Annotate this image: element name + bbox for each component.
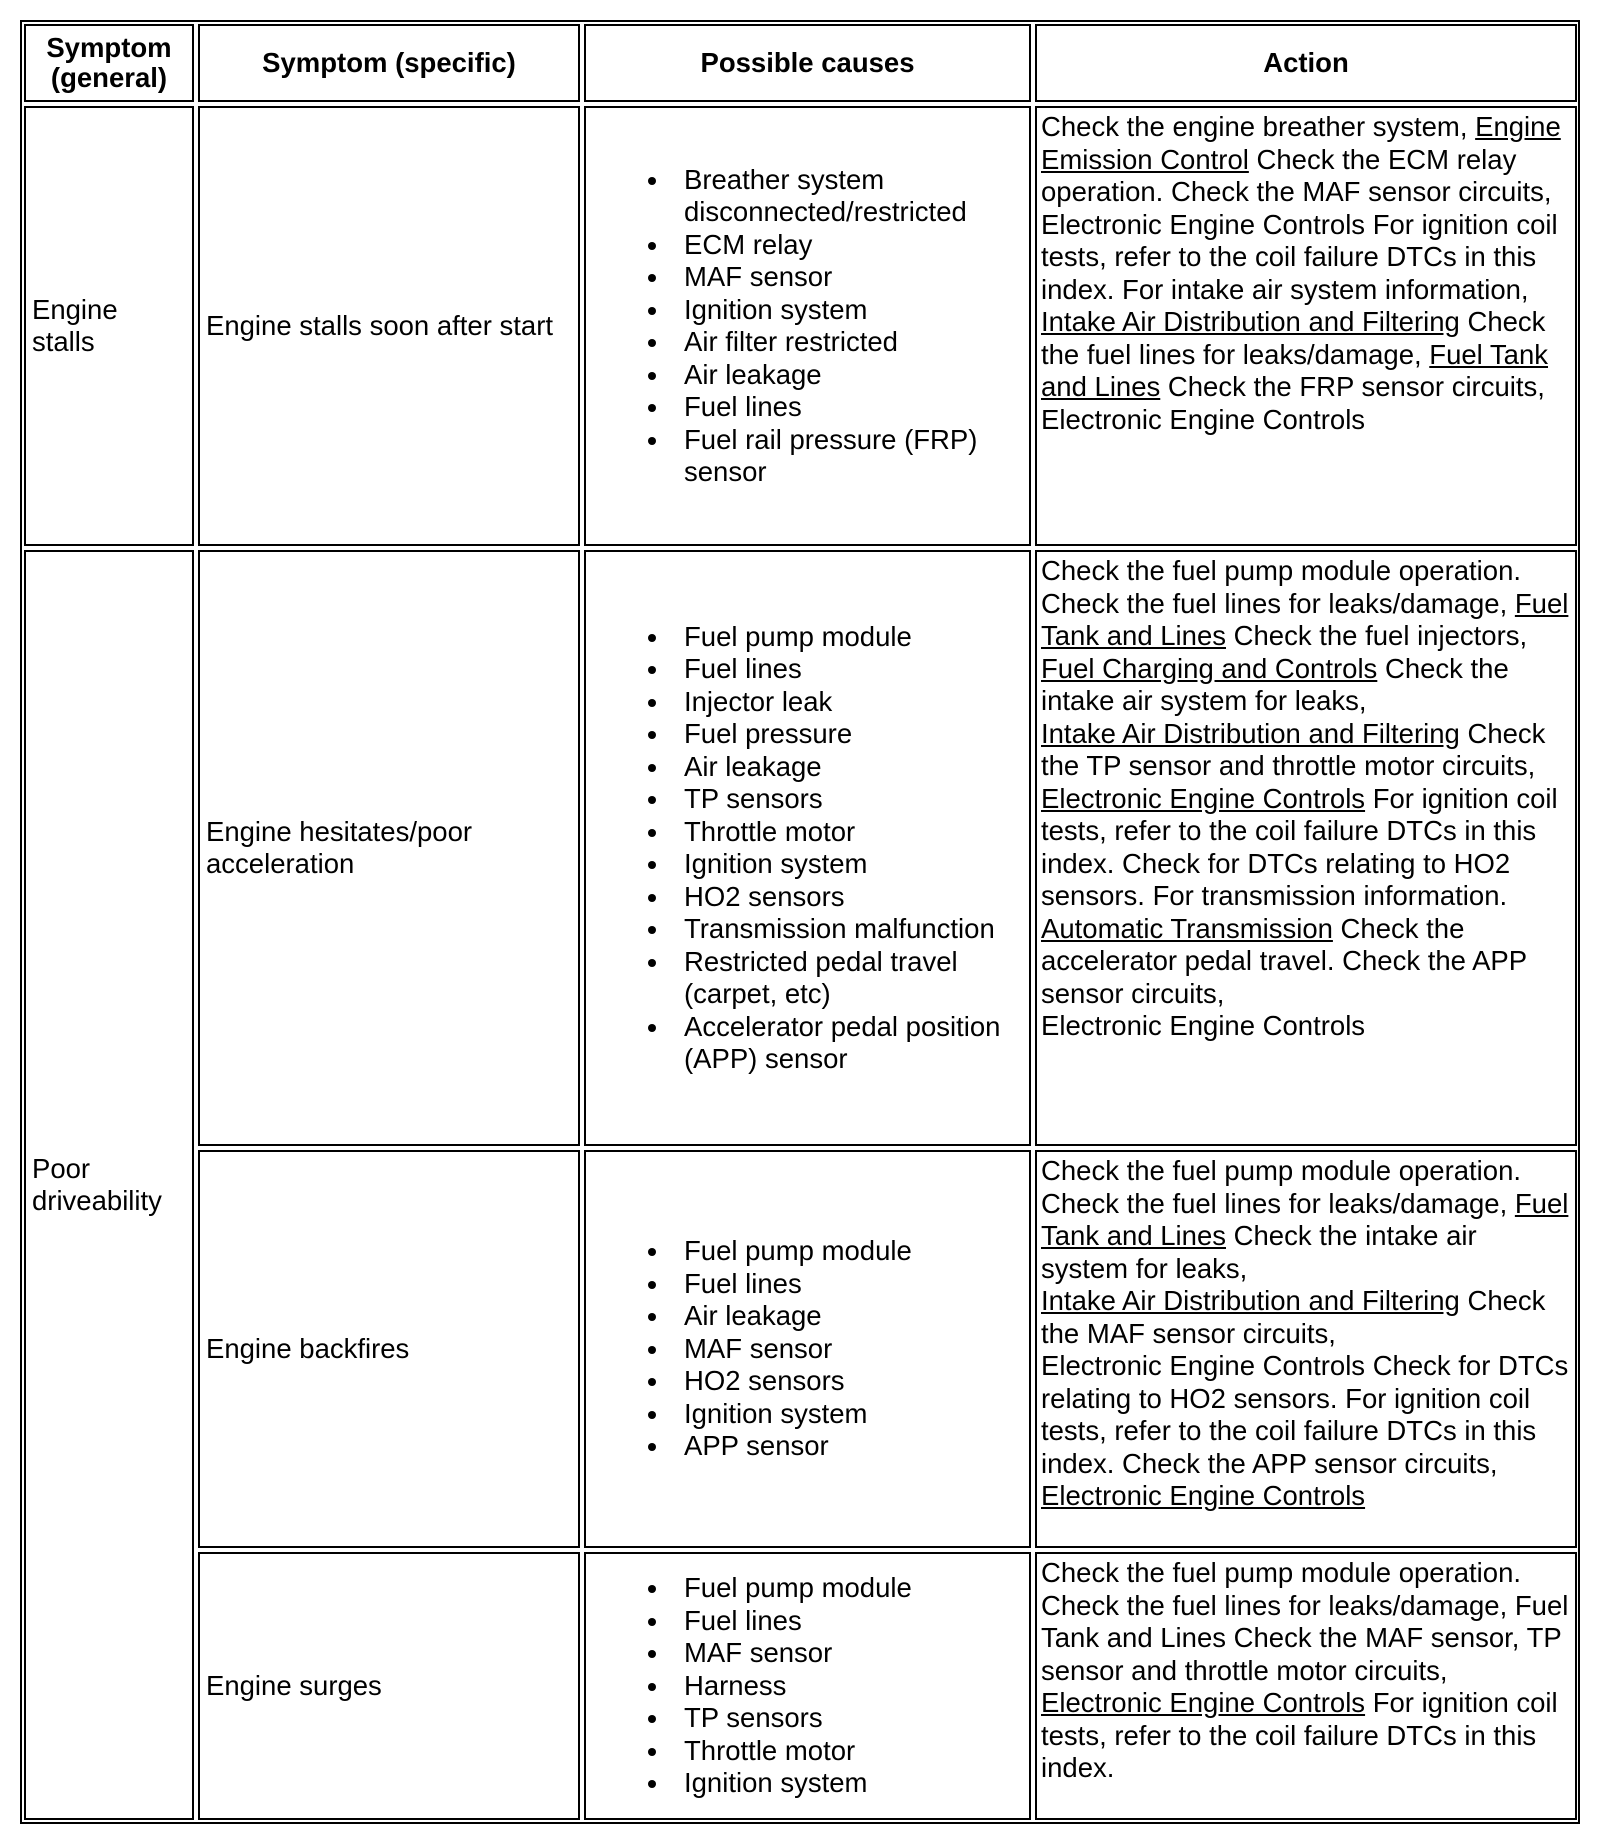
header-possible-causes: Possible causes bbox=[584, 24, 1031, 102]
cause-item: Fuel lines bbox=[684, 653, 1025, 686]
cause-item: MAF sensor bbox=[684, 1333, 912, 1366]
causes-list bbox=[586, 621, 1025, 1076]
causes-list bbox=[586, 1235, 912, 1463]
action-link[interactable]: Intake Air Distribution and Filtering bbox=[1041, 1285, 1460, 1316]
action-text: Check the MAF sensor circuits, bbox=[1041, 1285, 1546, 1349]
cause-item: Throttle motor bbox=[684, 1735, 912, 1768]
cause-item: TP sensors bbox=[684, 1702, 912, 1735]
action-cell-stalls-after-start bbox=[1035, 106, 1577, 546]
action-text: Check the fuel injectors, bbox=[1226, 620, 1528, 651]
action-link[interactable]: Automatic Transmission bbox=[1041, 912, 1333, 944]
causes-cell-hesitates bbox=[584, 550, 1031, 1146]
action-text: Electronic Engine Controls Check for DTCs relating to HO2 sensors. For ignition coil tests, refer to the coil failure DTCs in this index. Check the APP sensor circuits, bbox=[1041, 1350, 1569, 1479]
cause-item: Accelerator pedal position (APP) sensor bbox=[684, 1011, 1025, 1076]
action-link[interactable]: Electronic Engine Controls bbox=[1041, 1687, 1366, 1718]
specific-cell-stalls-after-start: Engine stalls soon after start bbox=[198, 106, 580, 546]
cause-item: Fuel lines bbox=[684, 1268, 912, 1301]
cause-item: Air leakage bbox=[684, 1300, 912, 1333]
cause-item: Fuel pump module bbox=[684, 621, 1025, 654]
action-link[interactable]: Fuel Tank and Lines bbox=[1041, 587, 1569, 651]
cause-item: Ignition system bbox=[684, 848, 1025, 881]
action-text: Electronic Engine Controls bbox=[1041, 403, 1366, 435]
specific-cell-backfires: Engine backfires bbox=[198, 1150, 580, 1548]
action-link[interactable]: Fuel Tank and Lines bbox=[1041, 338, 1549, 402]
causes-list bbox=[586, 1572, 912, 1800]
cause-item: Fuel pump module bbox=[684, 1235, 912, 1267]
cause-item: Breather system disconnected/restricted bbox=[684, 164, 1025, 229]
cause-item: Fuel lines bbox=[684, 391, 1025, 424]
action-link[interactable]: Intake Air Distribution and Filtering bbox=[1041, 306, 1460, 337]
cause-item: HO2 sensors bbox=[684, 1365, 912, 1398]
cause-item: Fuel pressure bbox=[684, 718, 1025, 751]
cause-item: TP sensors bbox=[684, 783, 1025, 816]
cause-item: Throttle motor bbox=[684, 816, 1025, 849]
action-link[interactable]: Engine Emission Control bbox=[1041, 111, 1561, 175]
action-cell-hesitates bbox=[1035, 550, 1577, 1146]
cause-item: Restricted pedal travel (carpet, etc) bbox=[684, 946, 1025, 1011]
header-symptom-general: Symptom (general) bbox=[24, 24, 194, 102]
action-text: Check the ECM relay operation. Check the MAF sensor circuits, bbox=[1041, 143, 1552, 207]
cause-item: Fuel rail pressure (FRP) sensor bbox=[684, 424, 1025, 489]
action-link[interactable]: Fuel Charging and Controls bbox=[1041, 652, 1378, 684]
cause-item: Ignition system bbox=[684, 294, 1025, 327]
general-cell-engine-stalls: Engine stalls bbox=[24, 106, 194, 546]
action-text: For ignition coil tests, refer to the coil failure DTCs in this index. Check for DTCs relating to HO2 sensors. For transmission information. bbox=[1041, 782, 1558, 911]
action-text: Electronic Engine Controls For ignition coil tests, refer to the coil failure DTCs in this index. For intake air system information, bbox=[1041, 208, 1558, 305]
action-link[interactable]: Electronic Engine Controls bbox=[1041, 782, 1366, 814]
specific-cell-hesitates: Engine hesitates/poor acceleration bbox=[198, 550, 580, 1146]
action-text: Check the TP sensor and throttle motor circuits, bbox=[1041, 717, 1546, 781]
cause-item: Ignition system bbox=[684, 1398, 912, 1431]
action-link[interactable]: Intake Air Distribution and Filtering bbox=[1041, 717, 1460, 749]
cause-item: Air filter restricted bbox=[684, 326, 1025, 359]
cause-item: Ignition system bbox=[684, 1767, 912, 1800]
action-cell-surges bbox=[1035, 1552, 1577, 1820]
action-text: Check the intake air system for leaks, bbox=[1041, 652, 1509, 716]
action-text: Check the fuel pump module operation. Check the fuel lines for leaks/damage, bbox=[1041, 1155, 1522, 1219]
causes-cell-surges bbox=[584, 1552, 1031, 1820]
action-text: For ignition coil tests, refer to the coil failure DTCs in this index. bbox=[1041, 1687, 1558, 1783]
cause-item: Transmission malfunction bbox=[684, 913, 1025, 946]
cause-item: MAF sensor bbox=[684, 261, 1025, 294]
cause-item: APP sensor bbox=[684, 1430, 912, 1463]
header-action: Action bbox=[1035, 24, 1577, 102]
action-link[interactable]: Fuel Tank and Lines bbox=[1041, 1187, 1569, 1251]
causes-cell-backfires bbox=[584, 1150, 1031, 1548]
cause-item: Air leakage bbox=[684, 359, 1025, 392]
cause-item: Air leakage bbox=[684, 751, 1025, 784]
cause-item: MAF sensor bbox=[684, 1637, 912, 1670]
action-text: Check the fuel lines for leaks/damage, bbox=[1041, 306, 1546, 370]
action-text: Check the FRP sensor circuits, bbox=[1160, 371, 1545, 402]
cause-item: Fuel pump module bbox=[684, 1572, 912, 1604]
specific-cell-surges: Engine surges bbox=[198, 1552, 580, 1820]
cause-item: Fuel lines bbox=[684, 1605, 912, 1638]
header-symptom-specific: Symptom (specific) bbox=[198, 24, 580, 102]
action-text: Check the fuel pump module operation. Check the fuel lines for leaks/damage, Fuel Tank and Lines Check the MAF sensor, TP sensor and throttle motor circuits, bbox=[1041, 1557, 1569, 1686]
action-text: Check the fuel pump module operation. Check the fuel lines for leaks/damage, bbox=[1041, 555, 1522, 619]
action-link[interactable]: Electronic Engine Controls bbox=[1041, 1480, 1366, 1511]
action-text: Check the intake air system for leaks, bbox=[1041, 1220, 1477, 1284]
cause-item: ECM relay bbox=[684, 229, 1025, 262]
causes-cell-stalls-after-start bbox=[584, 106, 1031, 546]
action-text: Electronic Engine Controls bbox=[1041, 1010, 1366, 1041]
cause-item: HO2 sensors bbox=[684, 881, 1025, 914]
causes-list bbox=[586, 164, 1025, 489]
action-cell-backfires bbox=[1035, 1150, 1577, 1548]
action-text: Check the accelerator pedal travel. Check the APP sensor circuits, bbox=[1041, 912, 1527, 1009]
action-text: Check the engine breather system, bbox=[1041, 111, 1476, 142]
cause-item: Harness bbox=[684, 1670, 912, 1703]
general-cell-poor-driveability: Poor driveability bbox=[24, 550, 194, 1820]
cause-item: Injector leak bbox=[684, 686, 1025, 719]
